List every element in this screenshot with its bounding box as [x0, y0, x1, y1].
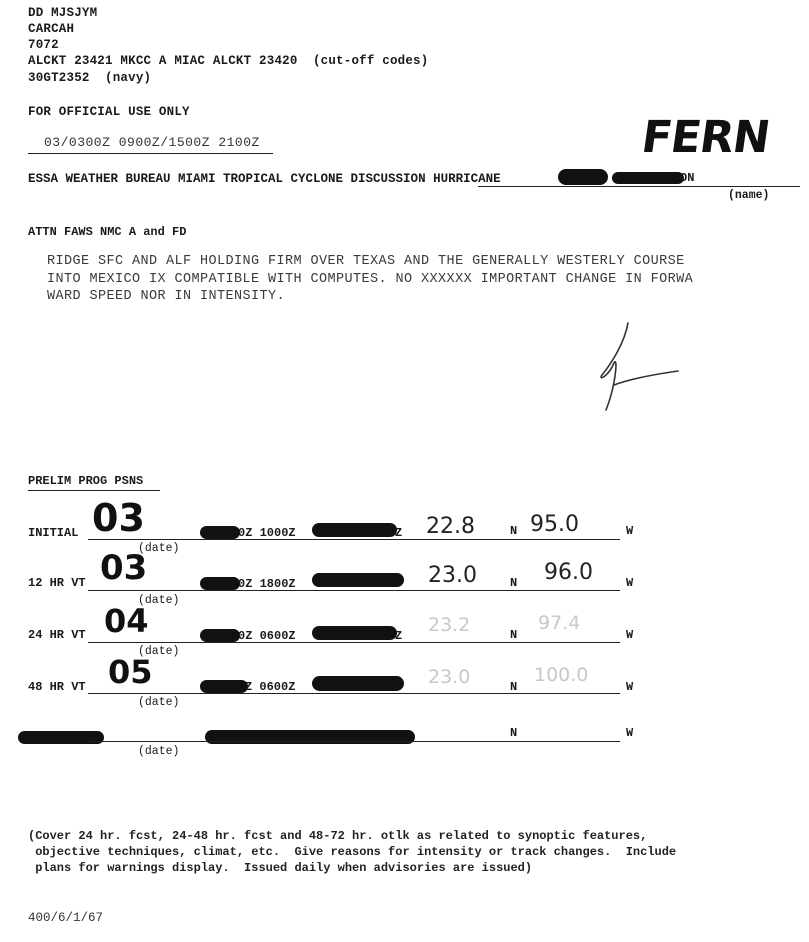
footnote-line-3: plans for warnings display. Issued daily when advisories are issued)	[28, 861, 533, 875]
redaction-mark	[200, 680, 248, 693]
redaction-mark	[312, 626, 397, 640]
times-underline	[28, 153, 273, 154]
row-label-initial: INITIAL	[28, 526, 79, 540]
north-label: N	[510, 726, 518, 740]
row-lat-12hr: 23.0	[428, 563, 477, 588]
row-times-24hr: 0Z 0600Z	[238, 629, 296, 643]
west-label: W	[626, 680, 634, 694]
redaction-mark	[200, 577, 240, 590]
row-date-12hr: 03	[100, 548, 148, 588]
row-underline	[88, 741, 620, 742]
footnote-line-2: objective techniques, climat, etc. Give reasons for intensity or track changes. Include	[28, 845, 677, 859]
row-label-48hr: 48 HR VT	[28, 680, 86, 694]
routing-line-2: CARCAH	[28, 22, 75, 36]
prog-title: PRELIM PROG PSNS	[28, 474, 144, 488]
west-label: W	[626, 726, 634, 740]
row-lon-48hr: 100.0	[534, 664, 589, 686]
redaction-mark	[558, 169, 608, 185]
redaction-mark	[312, 573, 404, 587]
date-label: (date)	[138, 645, 180, 658]
north-label: N	[510, 628, 518, 642]
west-label: W	[626, 524, 634, 538]
storm-name-underline	[478, 186, 800, 187]
row-times-48hr: Z 0600Z	[245, 680, 296, 694]
row-lat-48hr: 23.0	[428, 666, 471, 688]
row-lon-24hr: 97.4	[538, 612, 581, 634]
row-underline	[88, 590, 620, 591]
date-label: (date)	[138, 696, 180, 709]
row-lat-24hr: 23.2	[428, 614, 471, 636]
row-date-initial: 03	[92, 496, 145, 540]
row-label-24hr: 24 HR VT	[28, 628, 86, 642]
row-underline	[88, 693, 620, 694]
row-times-12hr: 0Z 1800Z	[238, 577, 296, 591]
row-underline	[88, 539, 620, 540]
row-underline	[88, 642, 620, 643]
initials-signature	[580, 315, 700, 425]
attention-line: ATTN FAWS NMC A and FD	[28, 225, 187, 239]
date-label: (date)	[138, 745, 180, 758]
storm-suffix: ON	[680, 171, 695, 185]
routing-line-3: 7072	[28, 38, 59, 52]
row-time-suffix: Z	[395, 526, 403, 540]
redaction-mark	[18, 731, 104, 744]
row-date-48hr: 05	[108, 653, 153, 691]
west-label: W	[626, 576, 634, 590]
row-times-initial: 0Z 1000Z	[238, 526, 296, 540]
discussion-line-2: INTO MEXICO IX COMPATIBLE WITH COMPUTES. NO XXXXXX IMPORTANT CHANGE IN FORWA	[47, 272, 694, 287]
north-label: N	[510, 524, 518, 538]
name-label: (name)	[728, 189, 770, 202]
date-label: (date)	[138, 542, 180, 555]
row-date-24hr: 04	[104, 602, 149, 640]
north-label: N	[510, 576, 518, 590]
row-time-suffix: Z	[395, 629, 403, 643]
classification: FOR OFFICIAL USE ONLY	[28, 105, 190, 119]
row-lon-initial: 95.0	[530, 512, 579, 537]
routing-line-1: DD MJSJYM	[28, 6, 98, 20]
redaction-mark	[612, 172, 684, 184]
west-label: W	[626, 628, 634, 642]
redaction-mark	[312, 676, 404, 691]
storm-name-handwritten: FERN	[638, 112, 773, 163]
row-lat-initial: 22.8	[426, 514, 475, 539]
form-number: 400/6/1/67	[28, 911, 104, 925]
row-lon-12hr: 96.0	[544, 560, 593, 585]
discussion-title: ESSA WEATHER BUREAU MIAMI TROPICAL CYCLONE DISCUSSION HURRICANE	[28, 172, 501, 186]
discussion-line-3: WARD SPEED NOR IN INTENSITY.	[47, 289, 286, 304]
prog-title-underline	[28, 490, 160, 491]
footnote-line-1: (Cover 24 hr. fcst, 24-48 hr. fcst and 48-72 hr. otlk as related to synoptic features,	[28, 829, 648, 843]
row-label-12hr: 12 HR VT	[28, 576, 86, 590]
redaction-mark	[200, 629, 240, 642]
discussion-line-1: RIDGE SFC AND ALF HOLDING FIRM OVER TEXAS AND THE GENERALLY WESTERLY COURSE	[47, 254, 685, 269]
redaction-mark	[312, 523, 397, 537]
date-label: (date)	[138, 594, 180, 607]
north-label: N	[510, 680, 518, 694]
cutoff-codes-line: ALCKT 23421 MKCC A MIAC ALCKT 23420 (cut-off codes)	[28, 54, 429, 68]
navy-line: 30GT2352 (navy)	[28, 71, 152, 85]
redaction-mark	[200, 526, 240, 539]
advisory-times: 03/0300Z 0900Z/1500Z 2100Z	[44, 135, 260, 150]
